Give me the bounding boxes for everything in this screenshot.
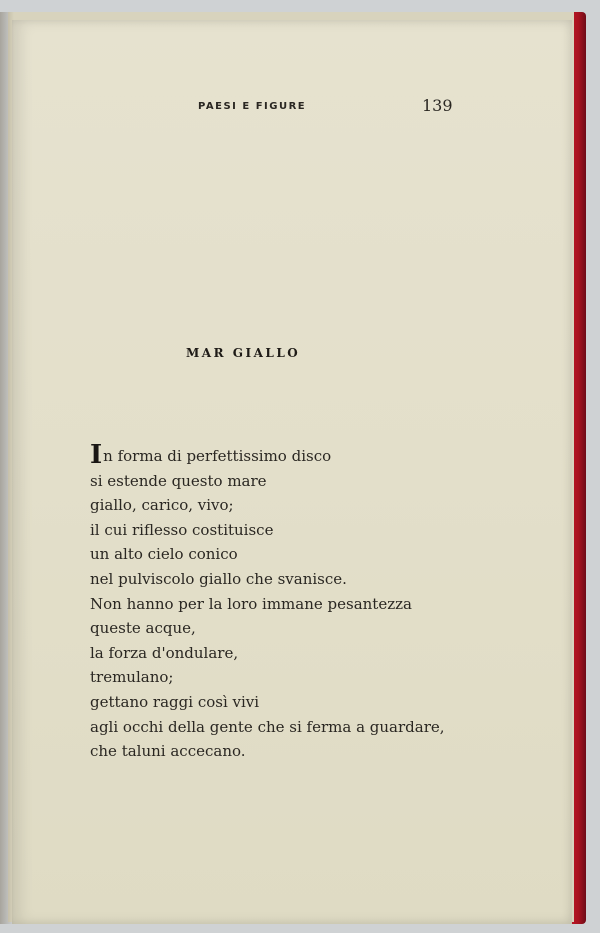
poem-line: agli occhi della gente che si ferma a guardare, <box>90 717 445 736</box>
page-number: 139 <box>422 96 453 115</box>
poem-line: la forza d'ondulare, <box>90 643 239 662</box>
first-line-text: n forma di perfettissimo disco <box>103 447 332 465</box>
poem-line: tremulano; <box>90 668 174 687</box>
poem-line <box>90 440 470 470</box>
poem-line: un alto cielo conico <box>90 545 238 564</box>
poem-line: giallo, carico, vivo; <box>90 496 234 515</box>
poem-body <box>90 440 470 764</box>
poem-line: Non hanno per la loro immane pesantezza <box>90 594 412 613</box>
poem-title: MAR GIALLO <box>186 346 301 360</box>
poem-line: nel pulviscolo giallo che svanisce. <box>90 569 347 588</box>
poem-line: si estende questo mare <box>90 471 267 490</box>
poem-line: che taluni accecano. <box>90 742 246 761</box>
gutter-shadow <box>0 12 14 924</box>
poem-line: queste acque, <box>90 619 196 638</box>
poem-line: il cui riflesso costituisce <box>90 520 274 539</box>
poem-line: gettano raggi così vivi <box>90 692 260 711</box>
running-head: PAESI E FIGURE <box>198 101 307 112</box>
drop-cap: I <box>90 440 103 470</box>
